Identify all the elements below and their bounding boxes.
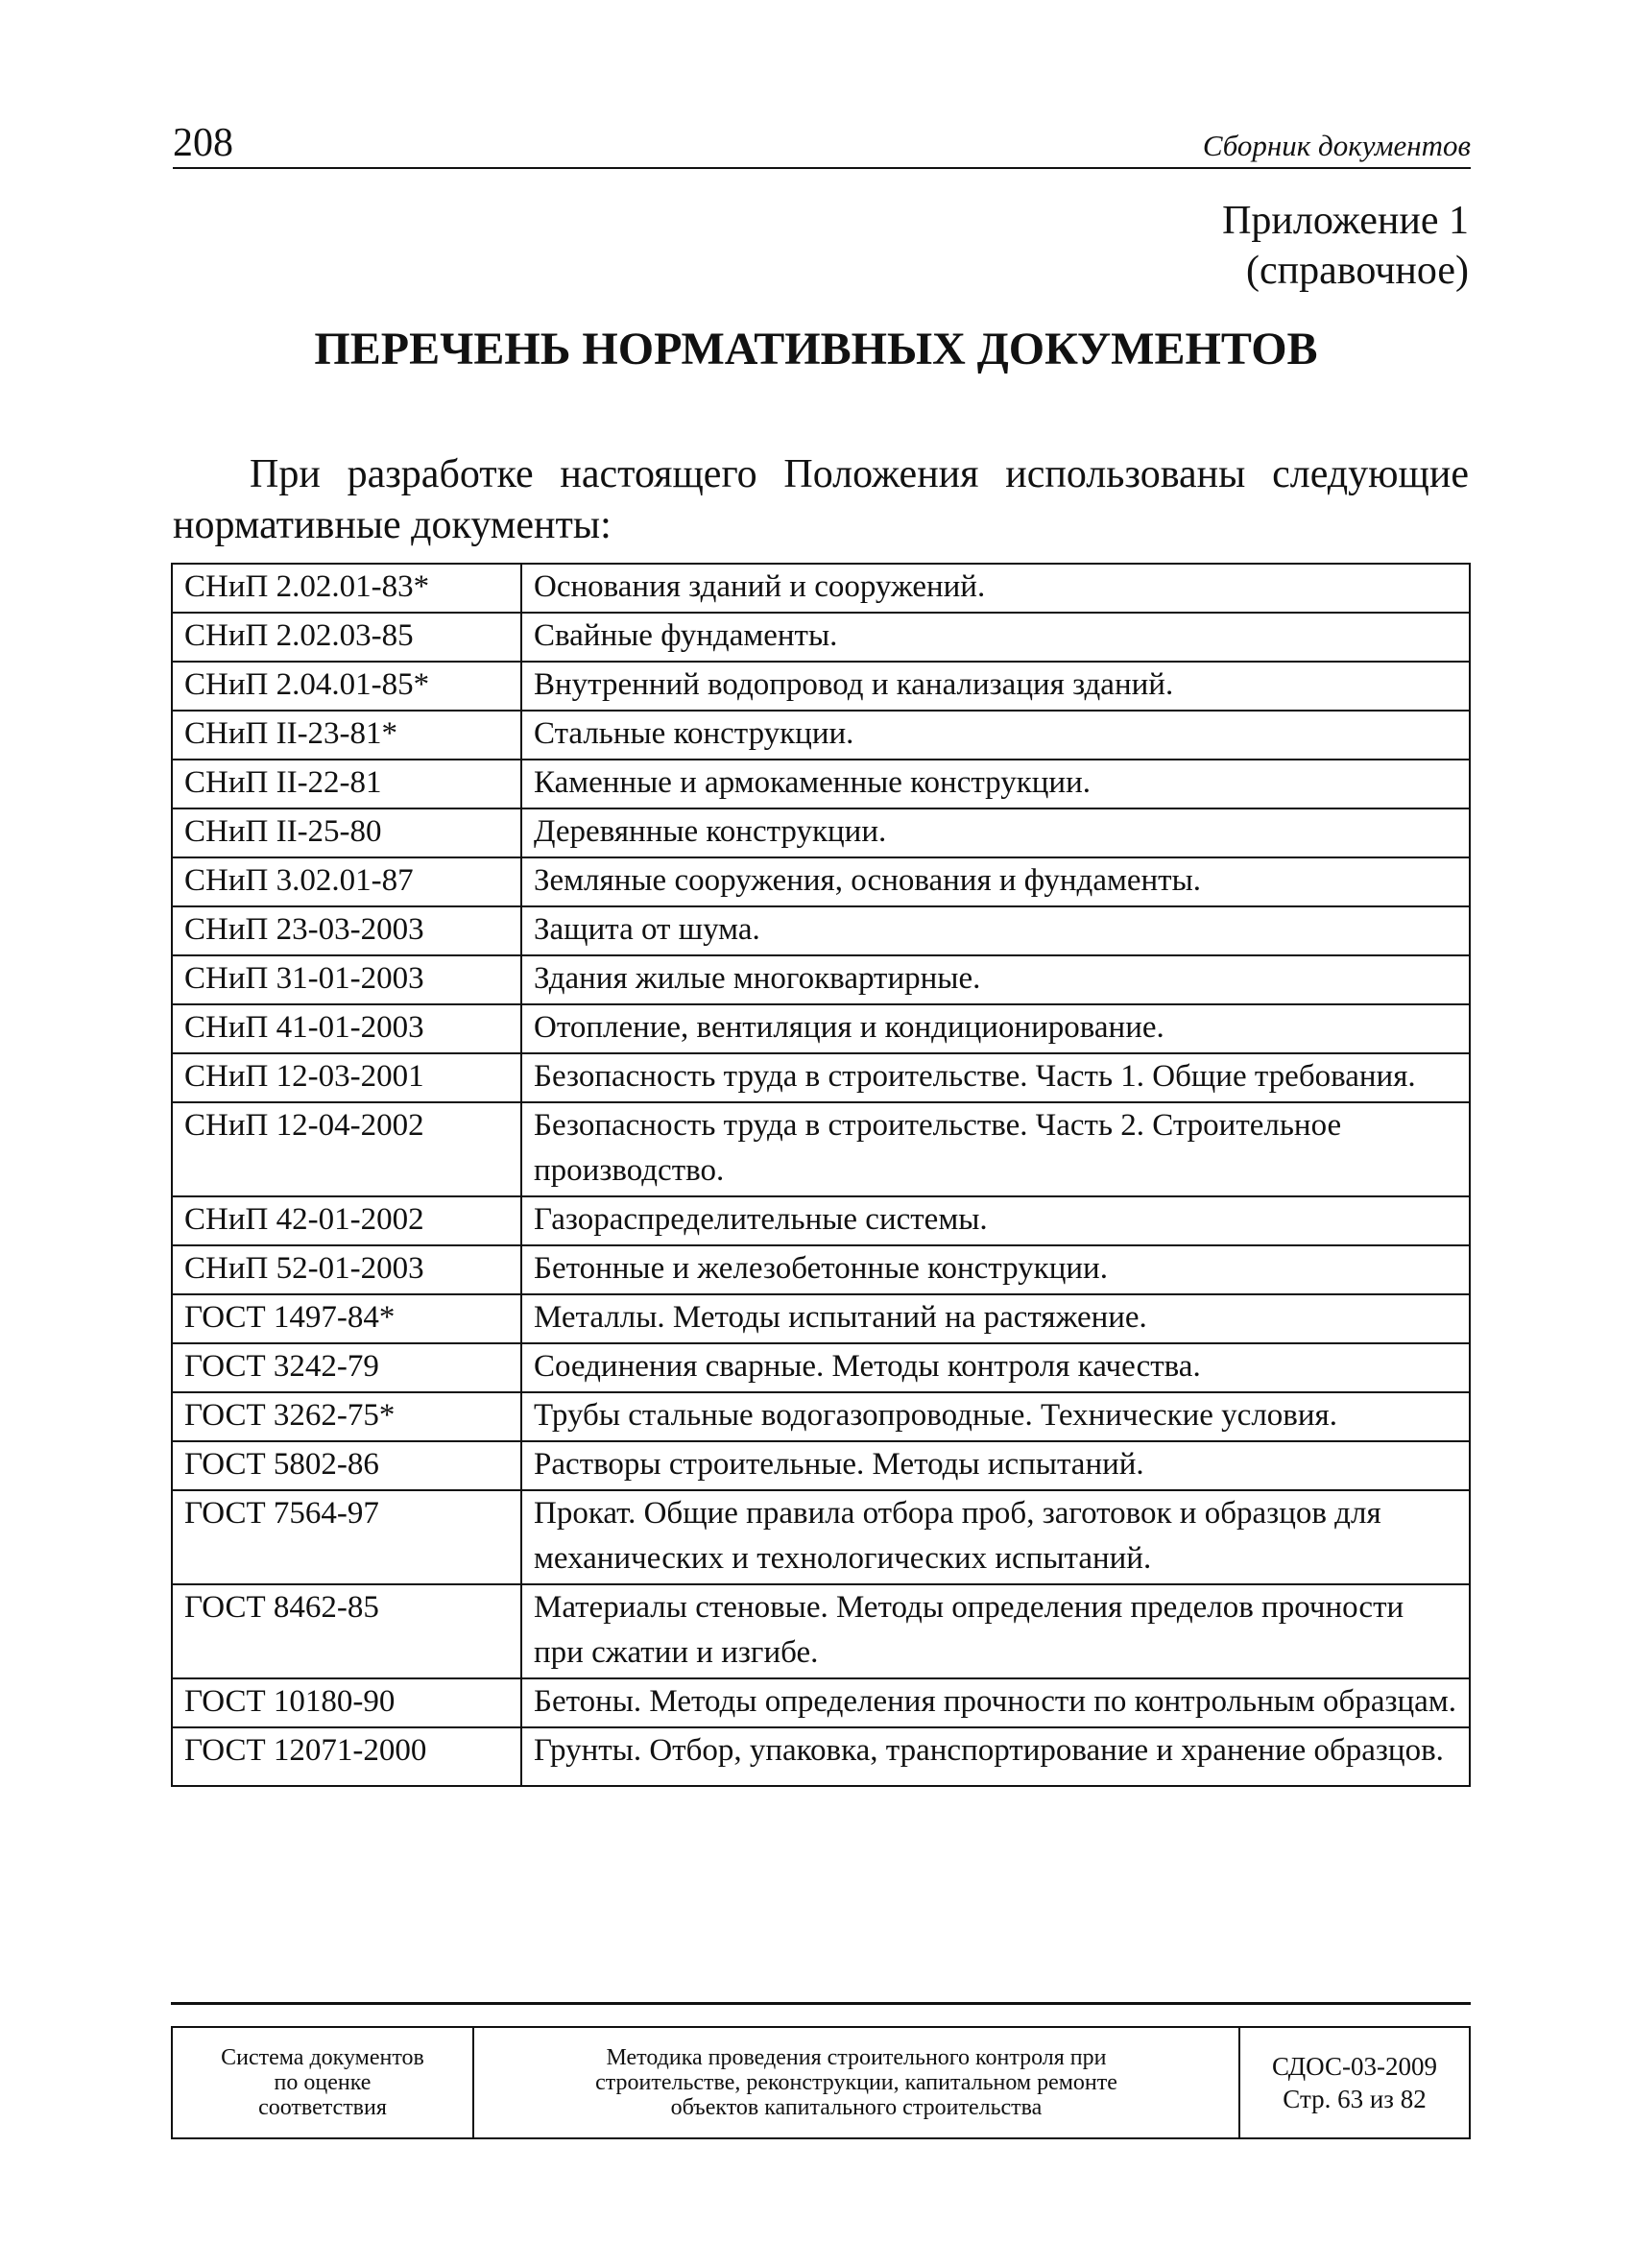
doc-name: Внутренний водопровод и канализация зданий. bbox=[521, 662, 1470, 711]
footer-code-cell bbox=[1239, 2027, 1470, 2138]
doc-code: СНиП II-25-80 bbox=[172, 808, 521, 857]
doc-name: Растворы строительные. Методы испытаний. bbox=[521, 1441, 1470, 1490]
doc-code: ГОСТ 5802-86 bbox=[172, 1441, 521, 1490]
document-title: ПЕРЕЧЕНЬ НОРМАТИВНЫХ ДОКУМЕНТОВ bbox=[314, 324, 1318, 374]
doc-code: СНиП 31-01-2003 bbox=[172, 955, 521, 1004]
doc-name: Земляные сооружения, основания и фундаменты. bbox=[521, 857, 1470, 906]
table-row bbox=[172, 1441, 1470, 1490]
table-row bbox=[172, 1245, 1470, 1294]
doc-name: Соединения сварные. Методы контроля качества. bbox=[521, 1343, 1470, 1392]
doc-name: Свайные фундаменты. bbox=[521, 613, 1470, 662]
footer-page-count: Стр. 63 из 82 bbox=[1283, 2085, 1427, 2113]
running-title: Сборник документов bbox=[1202, 129, 1471, 162]
table-row bbox=[172, 1004, 1470, 1053]
doc-name: Каменные и армокаменные конструкции. bbox=[521, 760, 1470, 808]
table-row bbox=[172, 564, 1470, 613]
doc-name: Бетонные и железобетонные конструкции. bbox=[521, 1245, 1470, 1294]
table-row bbox=[172, 1392, 1470, 1441]
header-rule bbox=[173, 167, 1471, 169]
appendix-number: Приложение 1 bbox=[1222, 199, 1469, 243]
footer-system-line: соответствия bbox=[258, 2095, 387, 2120]
doc-code: ГОСТ 10180-90 bbox=[172, 1678, 521, 1727]
table-row bbox=[172, 1294, 1470, 1343]
footer-system-line: по оценке bbox=[274, 2070, 372, 2095]
doc-name: Газораспределительные системы. bbox=[521, 1196, 1470, 1245]
table-row bbox=[172, 857, 1470, 906]
doc-name: Защита от шума. bbox=[521, 906, 1470, 955]
table-row bbox=[172, 1490, 1470, 1584]
doc-code: СНиП 41-01-2003 bbox=[172, 1004, 521, 1053]
doc-code: ГОСТ 8462-85 bbox=[172, 1584, 521, 1678]
doc-code: СНиП 3.02.01-87 bbox=[172, 857, 521, 906]
doc-code: СНиП 2.02.01-83* bbox=[172, 564, 521, 613]
footer-doc-code: СДОС-03-2009 bbox=[1272, 2052, 1437, 2081]
table-row bbox=[172, 1727, 1470, 1786]
doc-code: СНиП 2.04.01-85* bbox=[172, 662, 521, 711]
doc-code: СНиП 42-01-2002 bbox=[172, 1196, 521, 1245]
footer-method-line: Методика проведения строительного контроля при bbox=[606, 2045, 1107, 2070]
doc-code: СНиП 12-03-2001 bbox=[172, 1053, 521, 1102]
doc-code: СНиП II-22-81 bbox=[172, 760, 521, 808]
doc-name: Основания зданий и сооружений. bbox=[521, 564, 1470, 613]
footer-method-line: строительстве, реконструкции, капитальном ремонте bbox=[595, 2070, 1117, 2095]
table-row bbox=[172, 613, 1470, 662]
doc-name: Прокат. Общие правила отбора проб, заготовок и образцов для механических и технологических испытаний. bbox=[521, 1490, 1470, 1584]
doc-name: Грунты. Отбор, упаковка, транспортирование и хранение образцов. bbox=[521, 1727, 1470, 1786]
doc-code: ГОСТ 7564-97 bbox=[172, 1490, 521, 1584]
doc-name: Безопасность труда в строительстве. Часть 2. Строительное производство. bbox=[521, 1102, 1470, 1196]
doc-name: Отопление, вентиляция и кондиционирование. bbox=[521, 1004, 1470, 1053]
footer-rule bbox=[171, 2002, 1471, 2005]
doc-name: Стальные конструкции. bbox=[521, 711, 1470, 760]
doc-name: Здания жилые многоквартирные. bbox=[521, 955, 1470, 1004]
doc-code: ГОСТ 3242-79 bbox=[172, 1343, 521, 1392]
table-row bbox=[172, 760, 1470, 808]
appendix-type: (справочное) bbox=[1246, 249, 1469, 293]
table-row bbox=[172, 1196, 1470, 1245]
doc-code: ГОСТ 1497-84* bbox=[172, 1294, 521, 1343]
table-row bbox=[172, 1053, 1470, 1102]
doc-name: Материалы стеновые. Методы определения пределов прочности при сжатии и изгибе. bbox=[521, 1584, 1470, 1678]
doc-name: Трубы стальные водогазопроводные. Технические условия. bbox=[521, 1392, 1470, 1441]
table-row bbox=[172, 1343, 1470, 1392]
doc-code: СНиП 12-04-2002 bbox=[172, 1102, 521, 1196]
table-row bbox=[172, 1102, 1470, 1196]
footer-table bbox=[171, 2026, 1471, 2139]
doc-code: СНиП II-23-81* bbox=[172, 711, 521, 760]
doc-name: Безопасность труда в строительстве. Часть 1. Общие требования. bbox=[521, 1053, 1470, 1102]
footer-system-line: Система документов bbox=[221, 2045, 424, 2070]
doc-name: Металлы. Методы испытаний на растяжение. bbox=[521, 1294, 1470, 1343]
doc-code: СНиП 23-03-2003 bbox=[172, 906, 521, 955]
table-row bbox=[172, 1584, 1470, 1678]
page-number: 208 bbox=[173, 121, 233, 165]
footer-method-line: объектов капитального строительства bbox=[670, 2095, 1043, 2120]
doc-code: ГОСТ 3262-75* bbox=[172, 1392, 521, 1441]
doc-code: СНиП 52-01-2003 bbox=[172, 1245, 521, 1294]
table-row bbox=[172, 711, 1470, 760]
table-row bbox=[172, 955, 1470, 1004]
intro-paragraph: При разработке настоящего Положения использованы следующие нормативные документы: bbox=[173, 452, 1469, 547]
documents-table bbox=[171, 563, 1471, 1787]
table-row bbox=[172, 1678, 1470, 1727]
footer-method-cell bbox=[473, 2027, 1239, 2138]
doc-code: СНиП 2.02.03-85 bbox=[172, 613, 521, 662]
doc-name: Бетоны. Методы определения прочности по контрольным образцам. bbox=[521, 1678, 1470, 1727]
doc-name: Деревянные конструкции. bbox=[521, 808, 1470, 857]
table-row bbox=[172, 662, 1470, 711]
table-row bbox=[172, 808, 1470, 857]
doc-code: ГОСТ 12071-2000 bbox=[172, 1727, 521, 1786]
footer-system-cell bbox=[172, 2027, 473, 2138]
table-row bbox=[172, 906, 1470, 955]
appendix-label bbox=[1222, 196, 1469, 296]
